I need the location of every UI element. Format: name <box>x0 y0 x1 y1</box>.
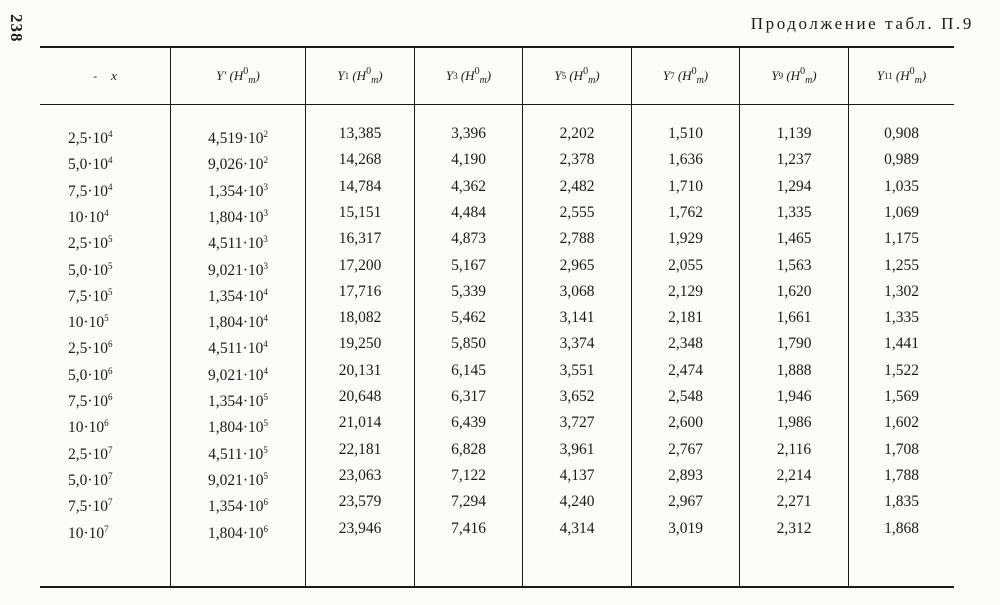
cell-y11: 1,602 <box>884 414 919 432</box>
exponent: 4 <box>263 286 269 297</box>
mantissa: 4,511 <box>208 235 243 253</box>
header-y9: Y 9 ( $H^0_m$ ) <box>771 66 817 86</box>
mantissa: 1,354 <box>207 182 243 200</box>
mantissa: 7,5 <box>68 498 88 516</box>
exponent: 4 <box>263 339 268 350</box>
exponent: 7 <box>108 444 113 455</box>
cell-y5: 2,378 <box>559 151 595 169</box>
cell-y7: 1,929 <box>668 230 703 248</box>
mantissa: 2,5 <box>68 235 88 253</box>
header-unit-sup: 0 <box>474 66 480 77</box>
exponent: 7 <box>108 470 113 481</box>
exponent: 6 <box>263 523 269 534</box>
cell-y1: 17,716 <box>338 282 382 300</box>
cell-y3: 7,294 <box>451 493 486 511</box>
cell-y9: 1,294 <box>776 177 812 195</box>
header-unit-sup: 0 <box>583 66 589 77</box>
cell-y-prime: $4,511\cdot 10^4$ <box>208 339 268 358</box>
cell-y7: 2,348 <box>668 335 703 353</box>
cell-y3: 3,396 <box>451 125 486 142</box>
cell-y7: 2,967 <box>668 493 703 511</box>
header-unit-sub: m <box>248 75 256 86</box>
cell-y7: 2,129 <box>668 282 703 300</box>
header-y1: Y 1 ( $H^0_m$ ) <box>337 66 383 86</box>
mantissa: 9,021 <box>207 261 243 279</box>
cell-y-prime: $1,354\cdot 10^4$ <box>207 286 269 305</box>
header-index: 9 <box>778 71 784 81</box>
mantissa: 1,804 <box>207 208 243 226</box>
header-label: Y <box>554 68 562 83</box>
cell-y3: 5,167 <box>451 256 486 274</box>
cell-y5: 3,727 <box>559 414 595 432</box>
cell-y11: 1,441 <box>884 335 919 353</box>
exponent: 5 <box>108 234 113 245</box>
cell-y-prime: $4,511\cdot 10^5$ <box>208 444 268 463</box>
cell-x: $2,5\cdot 10^7$ <box>68 444 113 463</box>
cell-y11: 1,708 <box>884 440 919 458</box>
cell-x: $2,5\cdot 10^6$ <box>68 339 113 358</box>
cell-x: $5,0\cdot 10^5$ <box>68 260 113 279</box>
cell-y9: 1,946 <box>776 388 812 405</box>
header-label: Y <box>445 68 454 83</box>
exponent: 5 <box>108 286 113 297</box>
exponent: 4 <box>104 207 109 218</box>
cell-y5: 2,202 <box>559 125 595 142</box>
mantissa: 2,5 <box>68 130 88 147</box>
cell-y-prime: $1,804\cdot 10^5$ <box>207 418 269 437</box>
mantissa: 4,511 <box>208 445 243 463</box>
cell-y-prime: $1,804\cdot 10^6$ <box>207 523 269 542</box>
cell-y9: 1,335 <box>776 203 812 221</box>
header-unit-sub: m <box>805 75 813 86</box>
mantissa: 1,354 <box>207 498 243 516</box>
exponent: 5 <box>263 470 269 481</box>
exponent: 5 <box>263 392 269 402</box>
exponent: 3 <box>263 234 268 245</box>
header-unit-sup: 0 <box>800 66 806 77</box>
header-unit-sup: 0 <box>366 66 372 77</box>
cell-x: $7,5\cdot 10^6$ <box>68 392 113 410</box>
mantissa: 4,519 <box>207 130 243 147</box>
cell-y5: 2,788 <box>559 230 595 248</box>
cell-y11: 1,835 <box>884 493 919 511</box>
exponent: 3 <box>263 260 269 271</box>
header-unit-sup: 0 <box>909 66 915 77</box>
cell-x: $2,5\cdot 10^4$ <box>68 129 113 147</box>
cell-y1: 14,784 <box>338 177 382 195</box>
cell-x: $5,0\cdot 10^4$ <box>68 155 113 174</box>
cell-y5: 3,068 <box>559 282 595 300</box>
cell-y11: 1,868 <box>884 519 919 537</box>
cell-y5: 3,374 <box>559 335 595 353</box>
exponent: 6 <box>104 418 109 429</box>
exponent: 4 <box>108 129 113 139</box>
mantissa: 1,804 <box>207 419 243 437</box>
cell-y5: 2,482 <box>559 177 595 195</box>
cell-y7: 2,893 <box>668 466 703 484</box>
header-index: 3 <box>453 71 458 81</box>
header-unit: H <box>573 68 584 83</box>
header-y-prime: Y′ ( $H^0_m$ ) <box>216 66 260 86</box>
cell-y7: 1,762 <box>668 203 703 221</box>
mantissa: 2,5 <box>68 445 88 463</box>
cell-y3: 6,317 <box>451 388 486 405</box>
cell-y11: 0,989 <box>884 151 919 169</box>
cell-y5: 3,141 <box>559 309 595 327</box>
cell-y5: 4,137 <box>559 466 595 484</box>
cell-y9: 1,465 <box>776 230 812 248</box>
cell-y3: 6,439 <box>451 414 486 432</box>
cell-y1: 16,317 <box>338 230 382 248</box>
exponent: 4 <box>263 365 269 376</box>
cell-y1: 21,014 <box>338 414 382 432</box>
cell-y3: 7,416 <box>451 519 486 537</box>
mantissa: 5,0 <box>68 366 88 384</box>
header-label: Y <box>337 68 345 83</box>
header-label: Y <box>876 68 884 83</box>
exponent: 3 <box>263 181 269 192</box>
cell-y1: 20,648 <box>338 388 382 405</box>
mantissa: 7,5 <box>68 182 88 200</box>
cell-y1: 22,181 <box>338 440 382 458</box>
header-label: Y <box>771 68 779 83</box>
mantissa: 1,804 <box>207 314 243 332</box>
header-y11: Y 11 ( $H^0_m$ ) <box>876 66 927 86</box>
exponent: 7 <box>104 523 109 534</box>
header-index: 1 <box>344 71 350 81</box>
cell-y3: 5,339 <box>451 282 486 300</box>
cell-y-prime: $1,354\cdot 10^5$ <box>207 392 269 410</box>
header-unit: H <box>356 68 367 83</box>
exponent: 4 <box>263 313 269 324</box>
cell-y5: 2,965 <box>559 256 595 274</box>
header-label: Y′ <box>216 68 227 83</box>
mantissa: 2,5 <box>68 340 88 358</box>
exponent: 6 <box>108 392 113 402</box>
cell-y-prime: $4,519\cdot 10^2$ <box>207 129 269 147</box>
cell-y-prime: $1,804\cdot 10^4$ <box>207 313 269 332</box>
header-unit: H <box>465 68 475 83</box>
header-unit: H <box>790 68 801 83</box>
cell-x: $10\cdot 10^5$ <box>68 313 109 332</box>
cell-y5: 4,314 <box>559 519 595 537</box>
mantissa: 10 <box>68 208 84 226</box>
cell-y3: 4,873 <box>451 230 486 248</box>
exponent: 5 <box>104 313 109 324</box>
cell-y7: 1,510 <box>668 125 703 142</box>
cell-y9: 1,620 <box>776 282 812 300</box>
cell-y-prime: $1,354\cdot 10^6$ <box>207 497 269 516</box>
header-x: - x <box>93 68 117 83</box>
cell-y1: 14,268 <box>338 151 382 169</box>
cell-y9: 2,271 <box>776 493 812 511</box>
header-x-label: x <box>111 68 117 83</box>
header-unit: H <box>682 68 692 83</box>
cell-y7: 2,181 <box>668 309 703 327</box>
header-y7: Y 7 ( $H^0_m$ ) <box>662 66 709 86</box>
exponent: 7 <box>108 497 113 508</box>
cell-y5: 4,240 <box>559 493 595 511</box>
cell-y3: 7,122 <box>451 466 486 484</box>
mantissa: 7,5 <box>68 287 88 305</box>
cell-y1: 23,946 <box>338 519 382 537</box>
header-unit-sup: 0 <box>243 66 249 77</box>
cell-y-prime: $9,026\cdot 10^2$ <box>207 155 269 174</box>
cell-y-prime: $1,354\cdot 10^3$ <box>207 181 269 200</box>
cell-y-prime: $9,021\cdot 10^5$ <box>207 470 269 489</box>
cell-x: $7,5\cdot 10^4$ <box>68 181 113 200</box>
exponent: 4 <box>108 155 113 166</box>
header-index: 11 <box>884 71 893 81</box>
cell-y7: 2,767 <box>668 440 703 458</box>
cell-y9: 1,661 <box>776 309 812 327</box>
exponent: 6 <box>108 365 113 376</box>
cell-y7: 2,055 <box>668 256 703 274</box>
exponent: 5 <box>263 444 268 455</box>
header-unit-sub: m <box>479 75 487 86</box>
cell-y1: 19,250 <box>338 335 382 353</box>
mantissa: 5,0 <box>68 156 88 174</box>
cell-y-prime: $4,511\cdot 10^3$ <box>208 234 268 253</box>
cell-y11: 1,255 <box>884 256 919 274</box>
cell-y1: 23,063 <box>338 466 382 484</box>
header-y3: Y 3 ( $H^0_m$ ) <box>445 66 492 86</box>
cell-y7: 2,548 <box>668 388 703 405</box>
mantissa: 7,5 <box>68 393 88 410</box>
cell-y11: 1,069 <box>884 203 919 221</box>
header-unit-sup: 0 <box>691 66 697 77</box>
header-unit-sub: m <box>371 75 379 86</box>
exponent: 6 <box>263 497 269 508</box>
mantissa: 5,0 <box>68 471 88 489</box>
mantissa: 9,021 <box>207 471 243 489</box>
cell-y9: 2,116 <box>776 440 812 458</box>
cell-y9: 1,986 <box>776 414 812 432</box>
cell-y3: 4,484 <box>451 203 486 221</box>
exponent: 3 <box>263 207 269 218</box>
cell-y3: 5,462 <box>451 309 486 327</box>
cell-y1: 13,385 <box>338 125 382 142</box>
mantissa: 1,354 <box>207 287 243 305</box>
cell-y5: 3,652 <box>559 388 595 405</box>
cell-x: $7,5\cdot 10^5$ <box>68 286 113 305</box>
cell-y9: 1,563 <box>776 256 812 274</box>
header-index: 5 <box>561 71 567 81</box>
header-unit: H <box>233 68 244 83</box>
cell-y3: 6,145 <box>451 361 486 379</box>
cell-y9: 1,139 <box>776 125 812 142</box>
cell-y9: 1,237 <box>776 151 812 169</box>
cell-y9: 2,312 <box>776 519 812 537</box>
exponent: 6 <box>108 339 113 350</box>
mantissa: 1,804 <box>207 524 243 542</box>
cell-x: $10\cdot 10^6$ <box>68 418 109 437</box>
cell-y1: 17,200 <box>338 256 382 274</box>
exponent: 5 <box>108 260 113 271</box>
cell-y11: 1,035 <box>884 177 919 195</box>
header-label: Y <box>662 68 671 83</box>
cell-y1: 20,131 <box>338 361 382 379</box>
cell-y7: 1,710 <box>668 177 703 195</box>
exponent: 2 <box>263 129 269 139</box>
cell-y3: 5,850 <box>451 335 486 353</box>
mantissa: 9,026 <box>207 156 243 174</box>
cell-y5: 3,961 <box>559 440 595 458</box>
cell-x: $2,5\cdot 10^5$ <box>68 234 113 253</box>
page-number: 238 <box>7 14 26 43</box>
cell-x: $5,0\cdot 10^7$ <box>68 470 113 489</box>
cell-y11: 1,569 <box>884 388 919 405</box>
cell-y11: 1,175 <box>884 230 919 248</box>
cell-y7: 2,600 <box>668 414 703 432</box>
mantissa: 5,0 <box>68 261 88 279</box>
cell-y-prime: $9,021\cdot 10^4$ <box>207 365 269 384</box>
cell-x: $5,0\cdot 10^6$ <box>68 365 113 384</box>
cell-y11: 1,335 <box>884 309 919 327</box>
cell-y11: 1,788 <box>884 466 919 484</box>
mantissa: 9,021 <box>207 366 243 384</box>
mantissa: 10 <box>68 314 84 332</box>
cell-x: $10\cdot 10^7$ <box>68 523 109 542</box>
header-unit: H <box>900 68 910 83</box>
exponent: 5 <box>263 418 269 429</box>
cell-y11: 0,908 <box>884 125 919 142</box>
cell-y-prime: $1,804\cdot 10^3$ <box>207 207 269 226</box>
table-caption: Продолжение табл. П.9 <box>750 14 974 33</box>
cell-y7: 2,474 <box>668 361 703 379</box>
cell-y7: 3,019 <box>668 519 703 537</box>
cell-y11: 1,302 <box>884 282 919 300</box>
exponent: 4 <box>108 181 113 192</box>
cell-y1: 18,082 <box>338 309 382 327</box>
header-y5: Y 5 ( $H^0_m$ ) <box>554 66 600 86</box>
cell-y-prime: $9,021\cdot 10^3$ <box>207 260 269 279</box>
cell-y7: 1,636 <box>668 151 703 169</box>
mantissa: 4,511 <box>208 340 243 358</box>
cell-x: $10\cdot 10^4$ <box>68 207 109 226</box>
cell-y1: 15,151 <box>338 203 382 221</box>
header-unit-sub: m <box>914 75 922 86</box>
header-index: 7 <box>670 71 675 81</box>
exponent: 2 <box>263 155 269 166</box>
cell-y5: 3,551 <box>559 361 595 379</box>
header-unit-sub: m <box>588 75 596 86</box>
cell-y3: 6,828 <box>451 440 486 458</box>
cell-y11: 1,522 <box>884 361 919 379</box>
cell-y1: 23,579 <box>338 493 382 511</box>
cell-y3: 4,190 <box>451 151 486 169</box>
cell-y9: 1,790 <box>776 335 812 353</box>
header-unit-sub: m <box>696 75 704 86</box>
cell-y3: 4,362 <box>451 177 486 195</box>
cell-y9: 2,214 <box>776 466 812 484</box>
cell-y9: 1,888 <box>776 361 812 379</box>
mantissa: 10 <box>68 524 84 542</box>
mantissa: 10 <box>68 419 84 437</box>
cell-x: $7,5\cdot 10^7$ <box>68 497 113 516</box>
cell-y5: 2,555 <box>559 203 595 221</box>
mantissa: 1,354 <box>207 393 243 410</box>
